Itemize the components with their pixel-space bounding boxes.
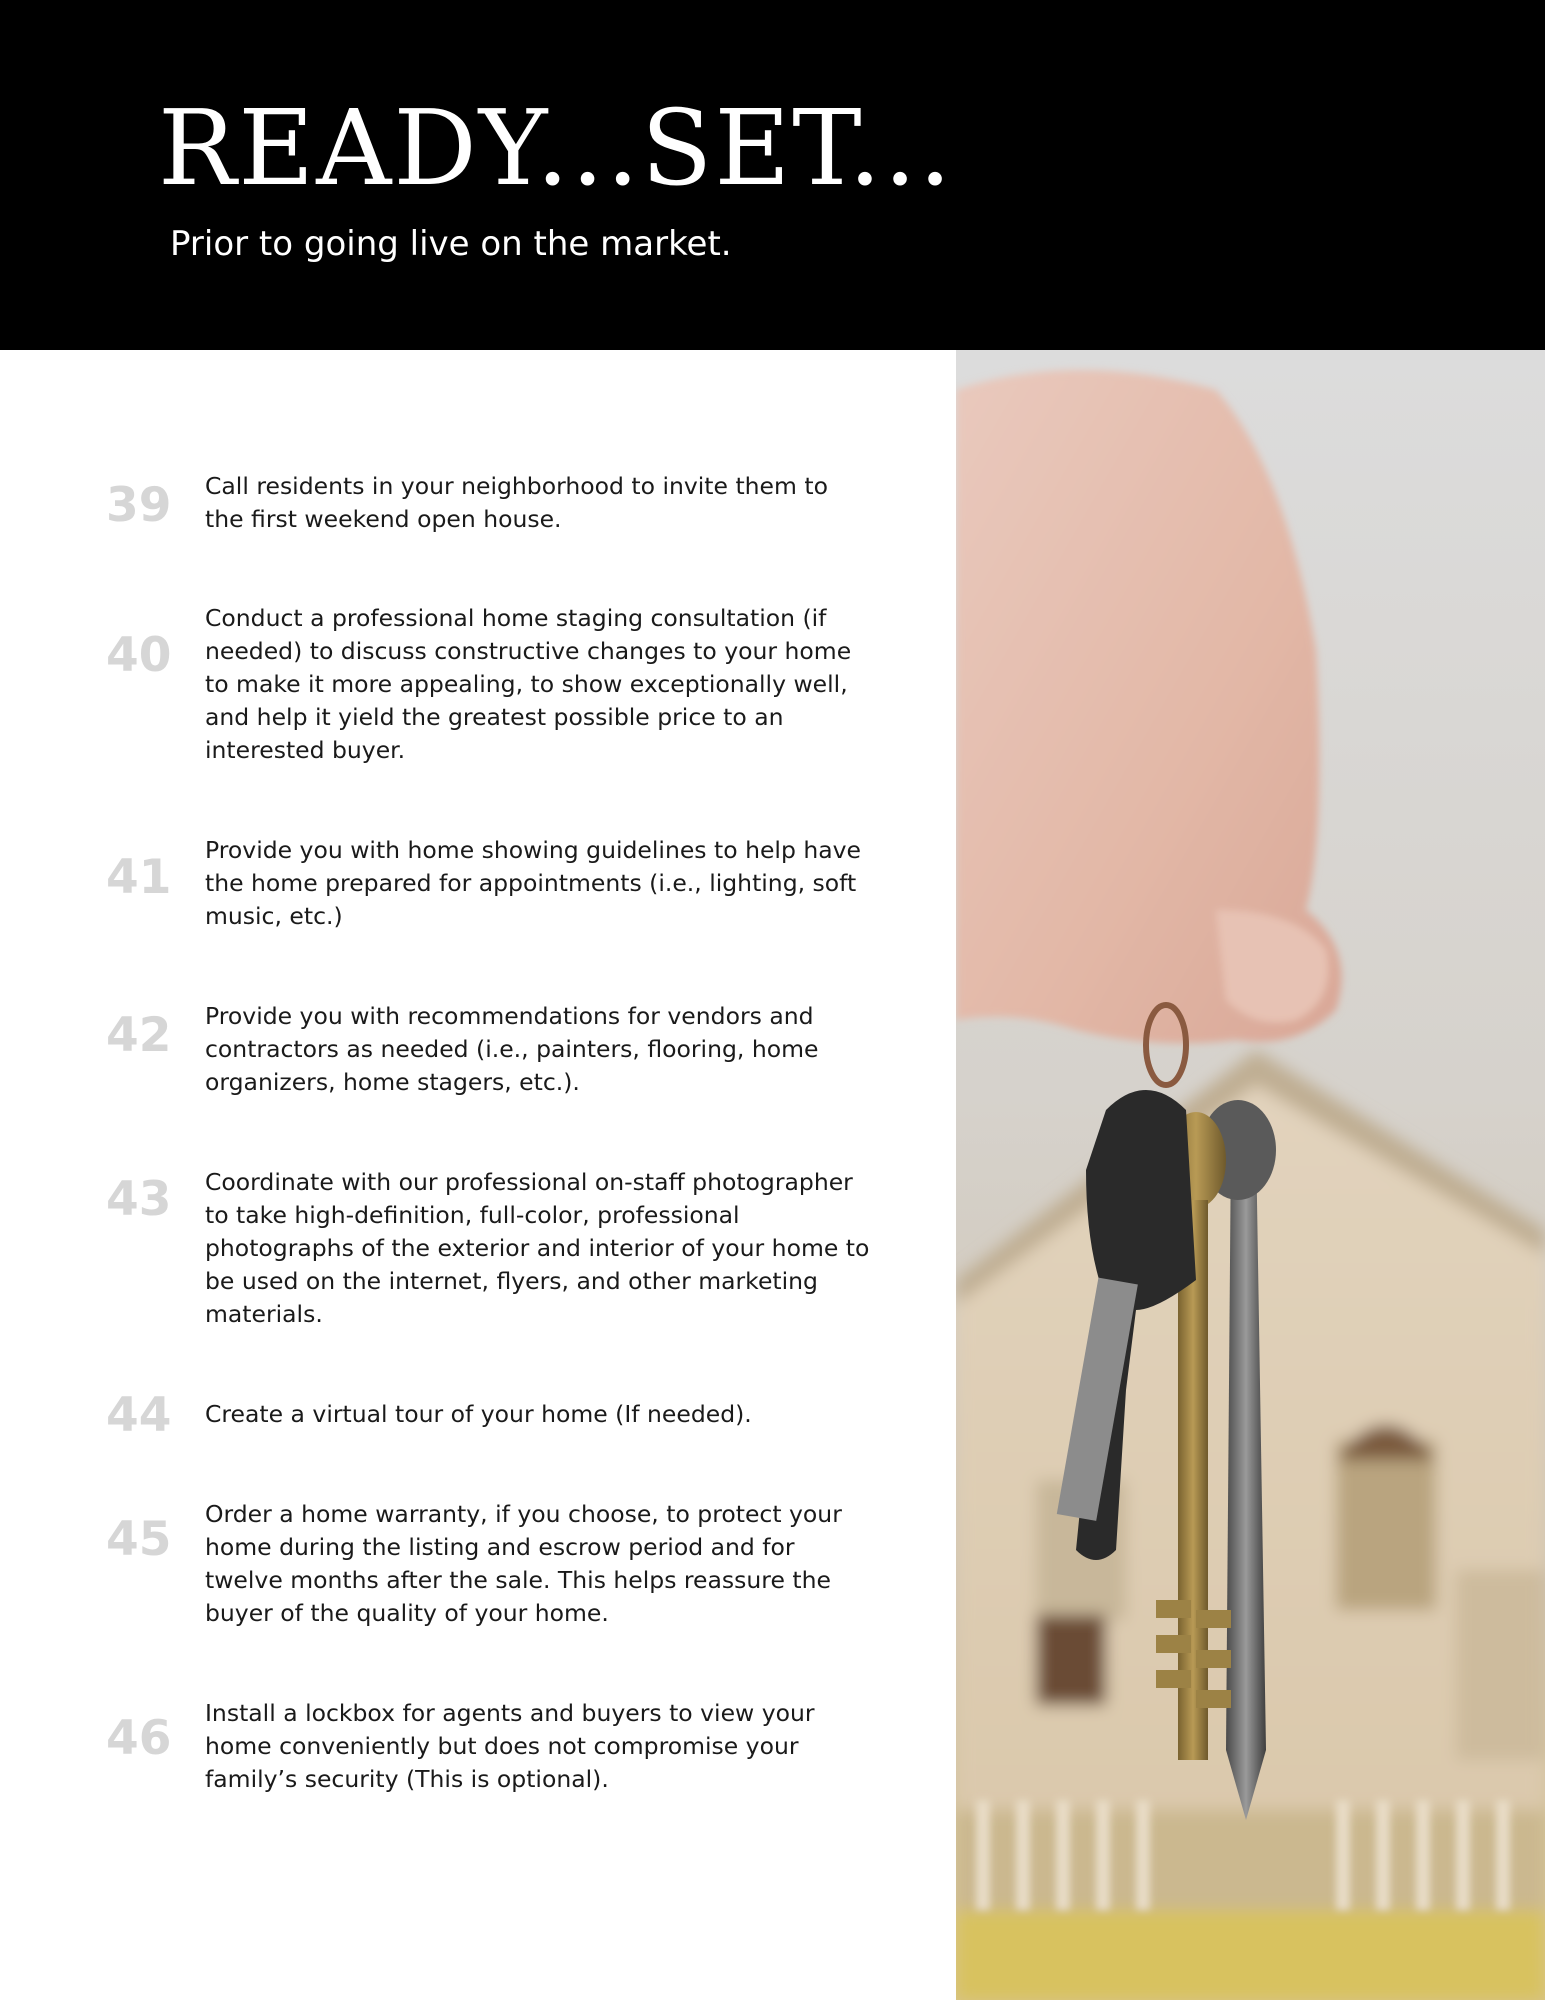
item-text: Coordinate with our professional on-staff photographer to take high-definition, full-color, professional photographs of the exterior and interior of your home to be used on the internet, flyers, and other marketing materials.: [205, 1168, 870, 1328]
item-number: 44: [106, 1388, 172, 1443]
item-text: Conduct a professional home staging consultation (if needed) to discuss constructive changes to your home to make it more appealing, to show exceptionally well, and help it yield the greatest possible price to an interested buyer.: [205, 604, 852, 764]
item-number: 46: [106, 1711, 172, 1766]
header-banner: [0, 0, 1545, 350]
item-number: 43: [106, 1172, 172, 1227]
item-number: 42: [106, 1008, 172, 1063]
page-title: READY...SET...: [158, 87, 954, 209]
item-number: 39: [106, 478, 172, 533]
item-text: Install a lockbox for agents and buyers to view your home conveniently but does not compromise your family’s security (This is optional).: [205, 1699, 815, 1793]
item-number: 41: [106, 850, 172, 905]
page-subtitle: Prior to going live on the market.: [170, 224, 732, 264]
item-text: Order a home warranty, if you choose, to protect your home during the listing and escrow period and for twelve months after the sale. This helps reassure the buyer of the quality of your home.: [205, 1500, 842, 1627]
keys-photo: [956, 350, 1545, 2000]
item-text: Provide you with home showing guidelines to help have the home prepared for appointments (i.e., lighting, soft music, etc.): [205, 836, 862, 930]
item-text: Call residents in your neighborhood to invite them to the first weekend open house.: [205, 472, 828, 533]
item-number: 40: [106, 628, 172, 683]
item-text: Provide you with recommendations for vendors and contractors as needed (i.e., painters, flooring, home organizers, home stagers, etc.).: [205, 1002, 819, 1096]
item-text: Create a virtual tour of your home (If needed).: [205, 1400, 752, 1428]
item-number: 45: [106, 1512, 172, 1567]
